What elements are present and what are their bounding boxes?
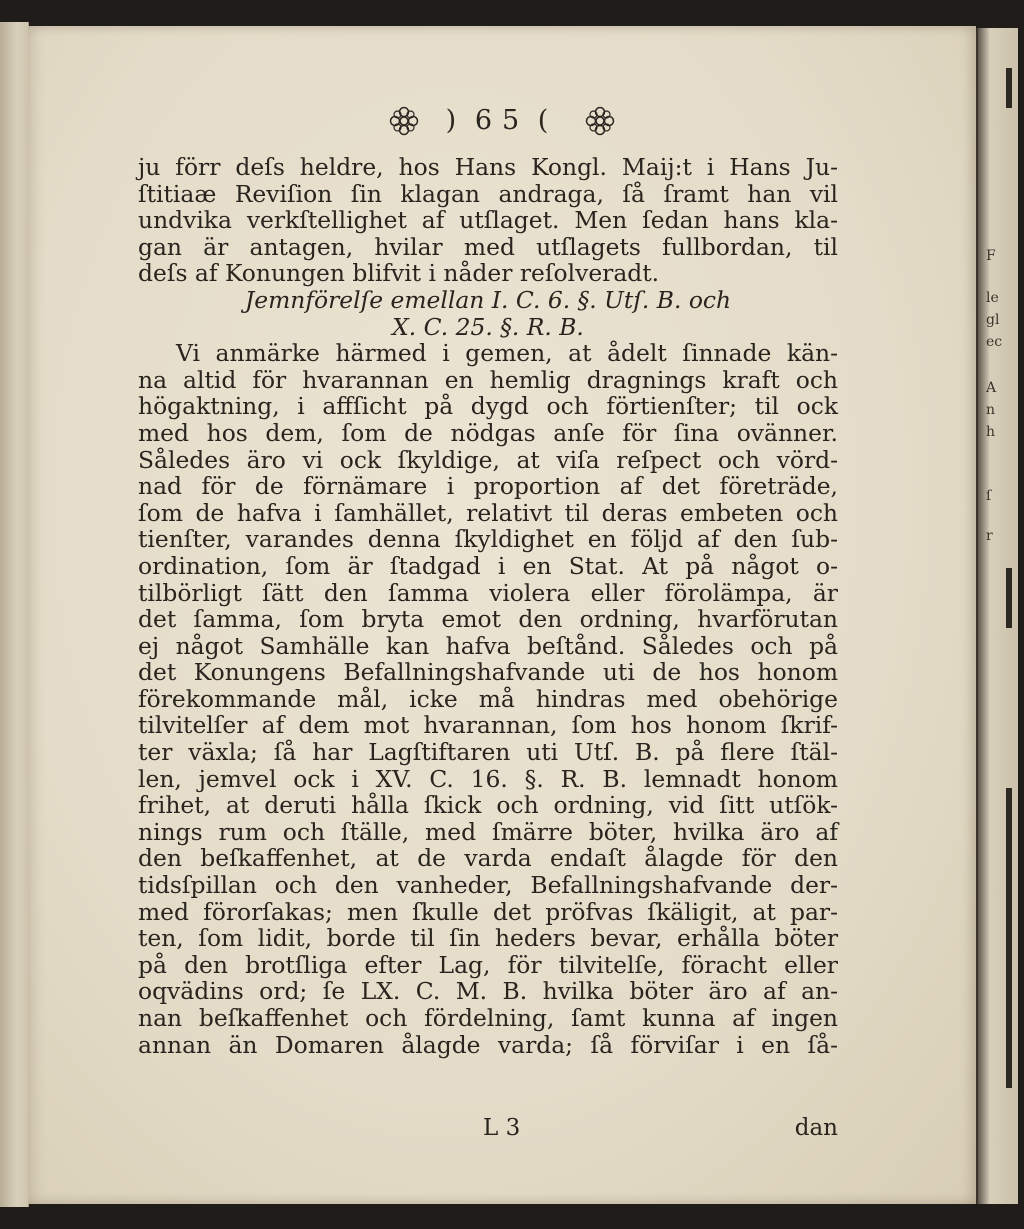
text-line: tienſter, varandes denna ſkyldighet en följd af den ſub- [138,525,838,554]
text-line: Således äro vi ock ſkyldige, at viſa reſpect och vörd- [138,445,838,474]
page-header [28,104,976,144]
text-line: ter växla; ſå har Lagſtiftaren uti Utſ. B. på flere ſtäl- [138,738,838,767]
text-line: med hos dem, ſom de nödgas anſe för ſina ovänner. [138,418,838,447]
text-line: frihet, at deruti hålla ſkick och ordning, vid ſitt utſök- [138,791,838,820]
text-line: ordination, ſom är ſtadgad i en Stat. At på något o- [138,551,838,580]
text-line: på den brotſliga efter Lag, för tilvitelſe, föracht eller [138,950,838,979]
page-number: 65 [474,105,530,136]
right-paren: ( [537,105,559,136]
text-line: gan är antagen, hvilar med utſlagets fullbordan, til [138,232,838,261]
text-line: förekommande mål, icke må hindras med obehörige [138,684,838,713]
catchword: dan [794,1115,838,1141]
text-line: nings rum och ſtälle, med ſmärre böter, hvilka äro af [138,817,838,846]
text-line: ſom de hafva i ſamhället, relativt til deras embeten och [138,498,838,527]
flower-ornament-icon [585,106,615,136]
text-line: tidsſpillan och den vanheder, Befallningshafvande der- [138,871,838,900]
body-text [138,154,838,1058]
text-line: tilvitelſer af dem mot hvarannan, ſom hos honom ſkrif- [138,711,838,740]
strip-text: ſ [986,488,992,504]
text-line: ſtitiaæ Reviſion ſin klagan andraga, ſå ſramt han vil [138,179,838,208]
text-line: den beſkaffenhet, at de varda endaſt ålagde för den [138,844,838,873]
strip-text: r [986,528,993,544]
section-heading: X. C. 25. §. R. B. [392,312,584,341]
strip-bar [1006,568,1012,628]
text-line: nan beſkaffenhet och fördelning, ſamt kunna af ingen [138,1004,838,1032]
text-line: len, jemvel ock i XV. C. 16. §. R. B. lemnadt honom [138,764,838,793]
text-line: ej något Samhälle kan hafva beſtånd. Således och på [138,631,838,660]
strip-text: A [986,380,997,396]
strip-text: F [986,248,996,264]
text-line: med förorſakas; men ſkulle det pröfvas ſkäligit, at par- [138,897,838,926]
previous-page-edge [0,22,29,1207]
text-line: Vi anmärke härmed i gemen, at ådelt ſinnade kän- [176,339,838,368]
signature-mark: L 3 [483,1115,521,1141]
strip-text: le [986,290,999,306]
text-line: undvika verkſtellighet af utſlaget. Men ſedan hans kla- [138,206,838,235]
text-line: annan än Domaren ålagde varda; ſå förviſar i en ſå- [138,1030,838,1059]
flower-ornament-icon [389,106,419,136]
book-page [28,26,976,1204]
next-page-strip [976,28,1018,1204]
text-line: ten, ſom lidit, borde til ſin heders bevar, erhålla böter [138,924,838,953]
strip-bar [1006,68,1012,108]
strip-text: h [986,424,996,440]
strip-text: ec [986,334,1003,350]
strip-text: gl [986,312,1000,328]
text-line: högaktning, i affſicht på dygd och förtienſter; til ock [138,392,838,421]
text-line: ju förr deſs heldre, hos Hans Kongl. Maij:t i Hans Ju- [138,153,838,181]
text-line: oqvädins ord; ſe LX. C. M. B. hvilka böter äro af an- [138,977,838,1006]
strip-bar [1006,788,1012,1088]
text-line: det ſamma, ſom bryta emot den ordning, hvarförutan [138,605,838,634]
page-footer [138,1115,838,1145]
strip-text: n [986,402,996,418]
text-line: deſs af Konungen blifvit i nåder reſolveradt. [138,259,660,288]
text-line: det Konungens Befallningshafvande uti de hos honom [138,658,838,687]
section-heading: Jemnförelſe emellan I. C. 6. §. Utſ. B. och [244,285,732,314]
text-line: na altid för hvarannan en hemlig dragnings kraft och [138,365,838,394]
left-paren: ) [445,105,467,136]
text-line: tilbörligt ſätt den ſamma violera eller förolämpa, är [138,578,838,607]
text-line: nad för de förnämare i proportion af det företräde, [138,472,838,501]
